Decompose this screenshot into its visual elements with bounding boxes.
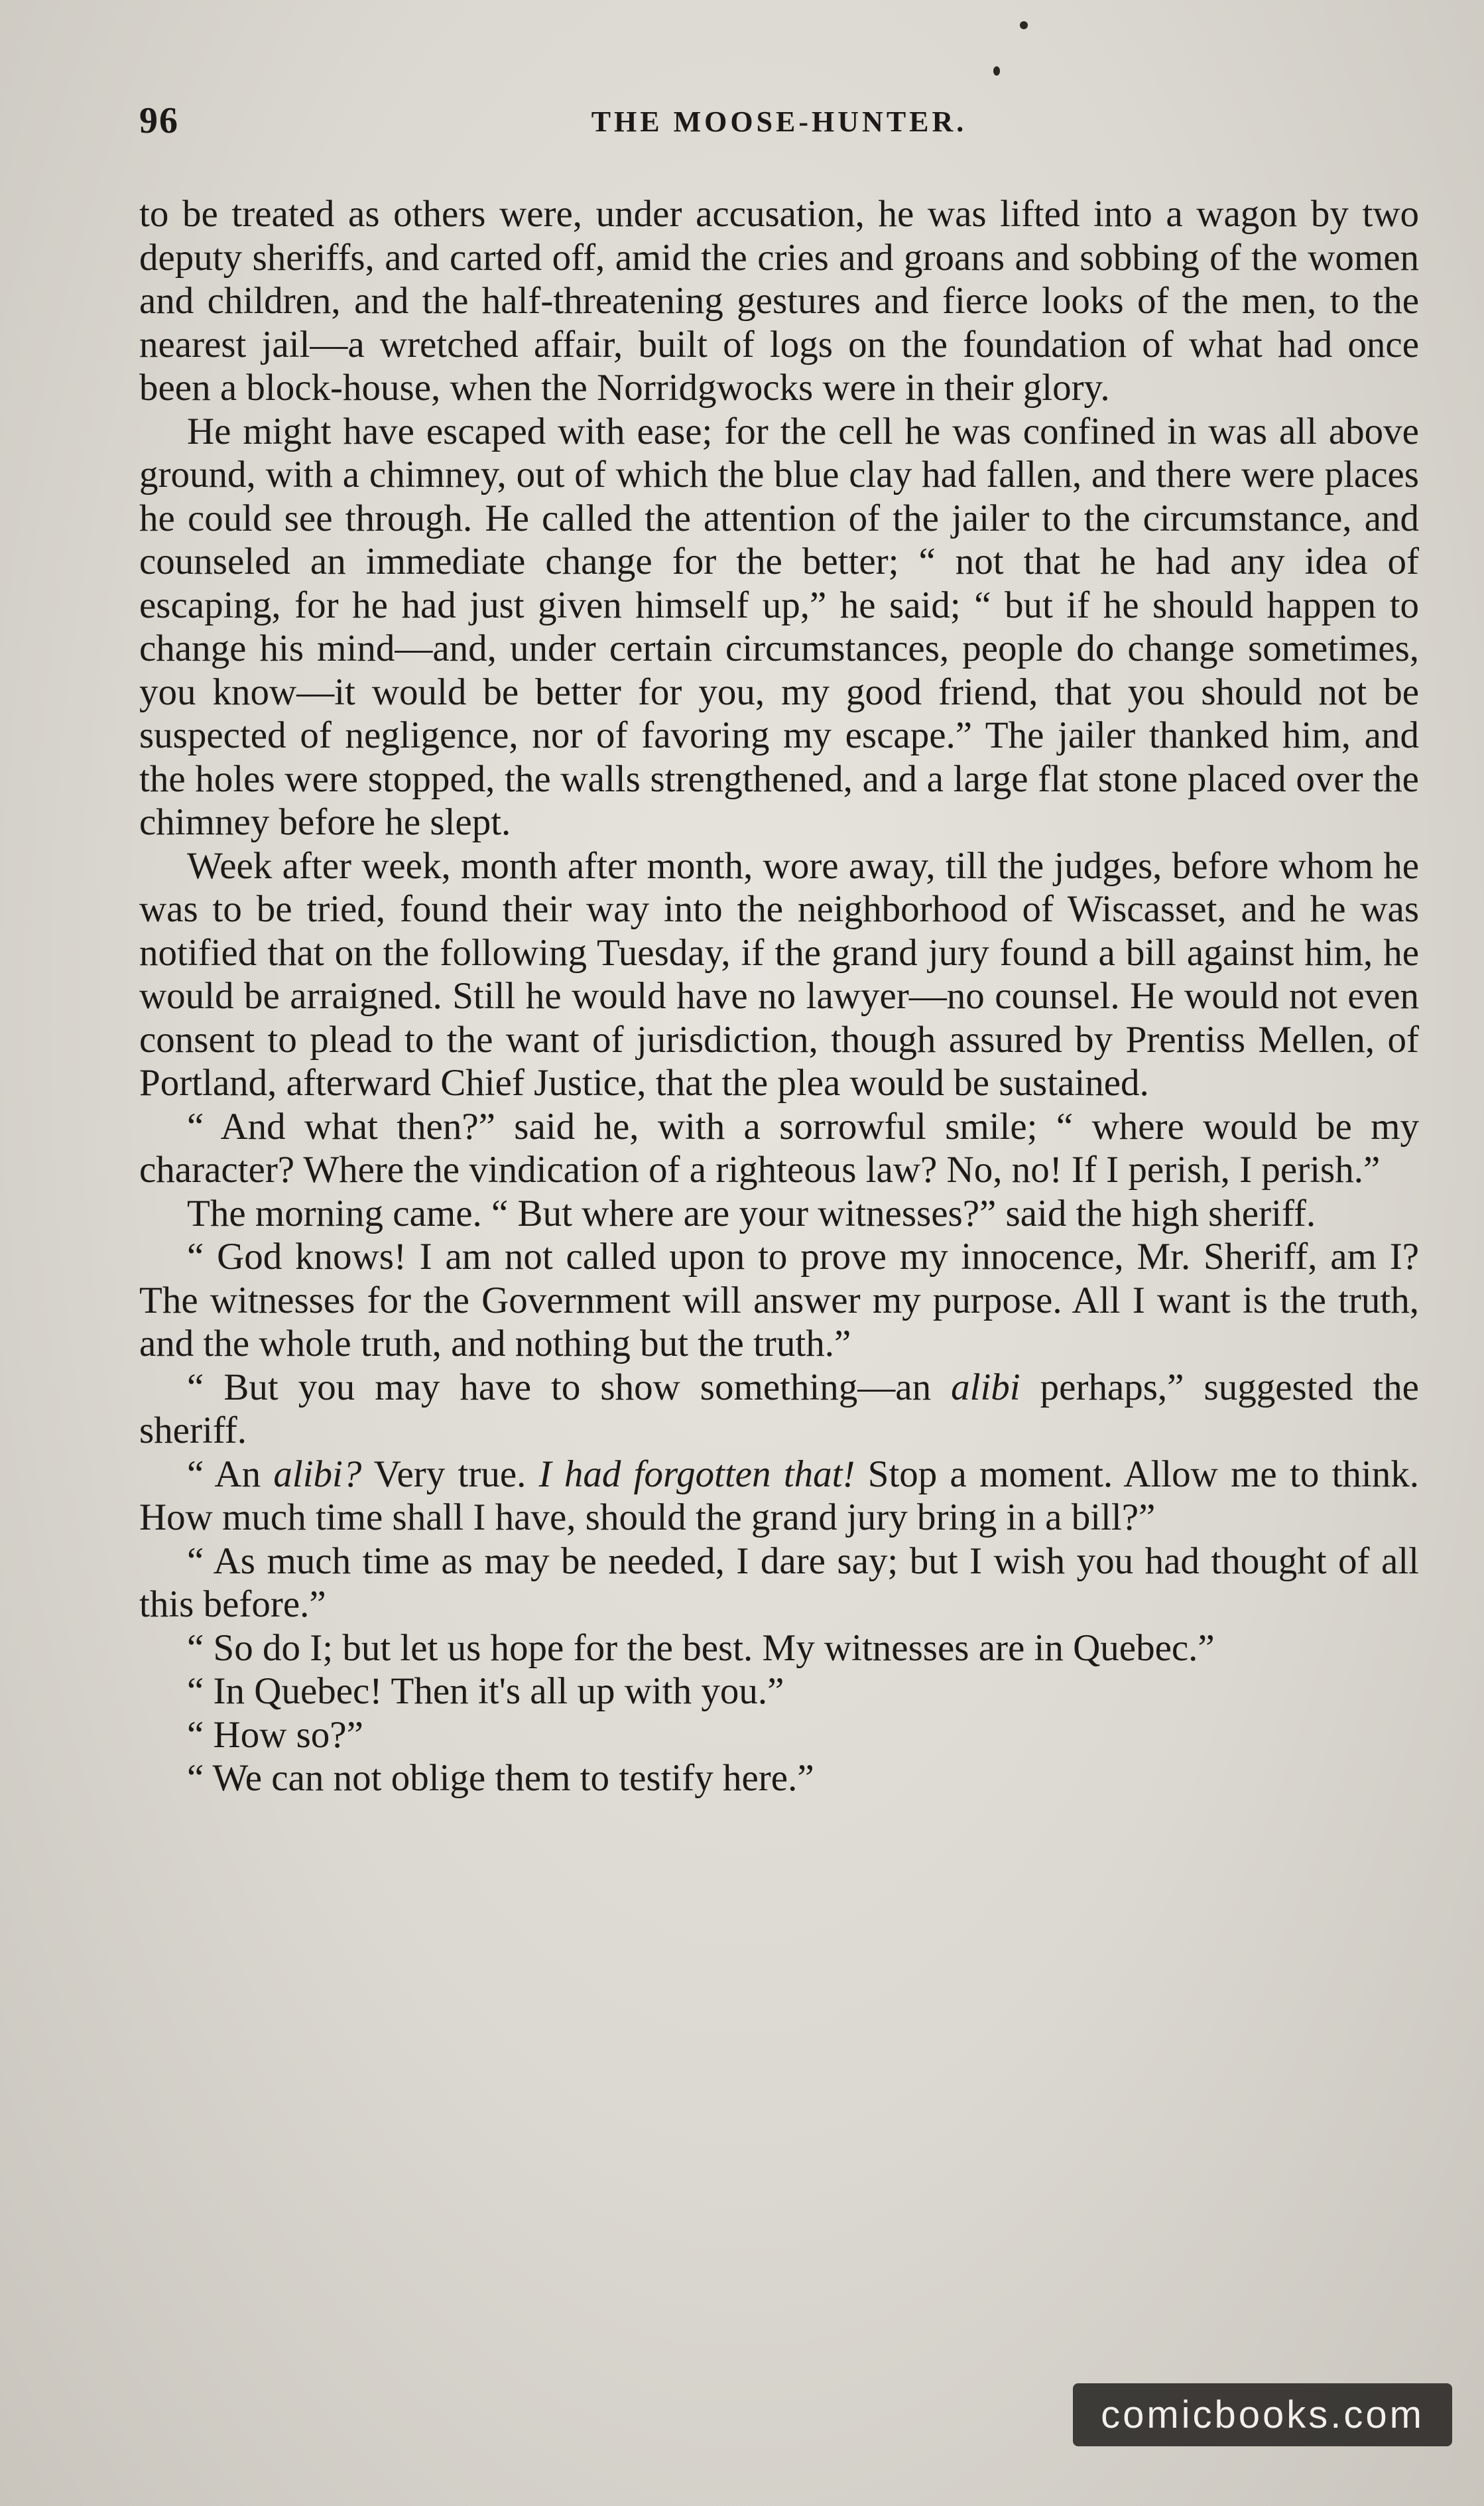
text-run: “ As much time as may be needed, I dare say; but I wish you had thought of all this before.” bbox=[139, 1540, 1419, 1625]
text-run: “ So do I; but let us hope for the best. My witnesses are in Quebec.” bbox=[187, 1626, 1215, 1669]
paragraph bbox=[139, 1192, 1419, 1236]
text-run: He might have escaped with ease; for the cell he was confined in was all above ground, with a chimney, out of which the blue clay had fallen, and there were places he could see through. He called the attention of the jailer to the circumstance, and counseled an immediate change for the better; “ not that he had any idea of escaping, for he had just given himself up,” he said; “ but if he should happen to change his mind—and, under certain circumstances, people do change sometimes, you know—it would be better for you, my good friend, that you should not be suspected of negligence, nor of favoring my escape.” The jailer thanked him, and the holes were stopped, the walls strengthened, and a large flat stone placed over the chimney before he slept. bbox=[139, 410, 1419, 843]
text-run: “ We can not oblige them to testify here.” bbox=[187, 1757, 814, 1799]
italic-text: alibi? bbox=[273, 1453, 362, 1495]
paragraph bbox=[139, 1756, 1419, 1800]
page-header bbox=[139, 99, 1419, 139]
body-text bbox=[139, 192, 1419, 1800]
text-run: “ God knows! I am not called upon to prove my innocence, Mr. Sheriff, am I? The witnesses for the Government will answer my purpose. All I want is the truth, and the whole truth, and nothing but the truth.” bbox=[139, 1236, 1419, 1364]
paragraph bbox=[139, 1626, 1419, 1670]
text-run: “ In Quebec! Then it's all up with you.” bbox=[187, 1670, 784, 1712]
text-run: The morning came. “ But where are your witnesses?” said the high sheriff. bbox=[187, 1192, 1316, 1234]
text-run: perhaps,” suggested the sheriff. bbox=[139, 1366, 1419, 1451]
text-run: Very true. bbox=[361, 1453, 539, 1495]
text-run: “ But you may have to show something—an bbox=[187, 1366, 952, 1408]
text-run: Stop a moment. Allow me to think. How much time shall I have, should the grand jury bring in a bill?” bbox=[139, 1453, 1420, 1538]
text-run: to be treated as others were, under accusation, he was lifted into a wagon by two deputy sheriffs, and carted off, amid the cries and groans and sobbing of the women and children, and the half-threatening gestures and fierce looks of the men, to the nearest jail—a wretched affair, built of logs on the foundation of what had once been a block-house, when the Norridgwocks were in their glory. bbox=[139, 193, 1419, 409]
paragraph bbox=[139, 1453, 1419, 1540]
running-head: THE MOOSE-HUNTER. bbox=[591, 105, 967, 138]
paragraph bbox=[139, 1713, 1419, 1757]
paragraph bbox=[139, 410, 1419, 844]
italic-text: alibi bbox=[951, 1366, 1020, 1408]
print-speck bbox=[993, 66, 1000, 76]
text-run: “ How so?” bbox=[187, 1713, 363, 1756]
print-speck bbox=[1020, 21, 1028, 29]
text-run: Week after week, month after month, wore away, till the judges, before whom he was to be tried, found their way into the neighborhood of Wiscasset, and he was notified that on the following Tuesday, if the grand jury found a bill against him, he would be arraigned. Still he would have no lawyer—no counsel. He would not even consent to plead to the want of jurisdiction, though assured by Prentiss Mellen, of Portland, afterward Chief Justice, that the plea would be sustained. bbox=[139, 844, 1419, 1104]
paragraph bbox=[139, 1670, 1419, 1713]
watermark: comicbooks.com bbox=[1073, 2383, 1452, 2446]
paragraph bbox=[139, 1105, 1419, 1192]
paragraph bbox=[139, 1235, 1419, 1366]
paragraph bbox=[139, 1540, 1419, 1626]
text-run: “ An bbox=[187, 1453, 274, 1495]
paragraph bbox=[139, 1366, 1419, 1453]
italic-text: I had forgotten that! bbox=[538, 1453, 855, 1495]
text-run: “ And what then?” said he, with a sorrowful smile; “ where would be my character? Where the vindication of a righteous law? No, no! If I perish, I perish.” bbox=[139, 1105, 1419, 1191]
paragraph bbox=[139, 844, 1419, 1105]
page-number: 96 bbox=[139, 100, 179, 141]
paragraph bbox=[139, 192, 1419, 410]
